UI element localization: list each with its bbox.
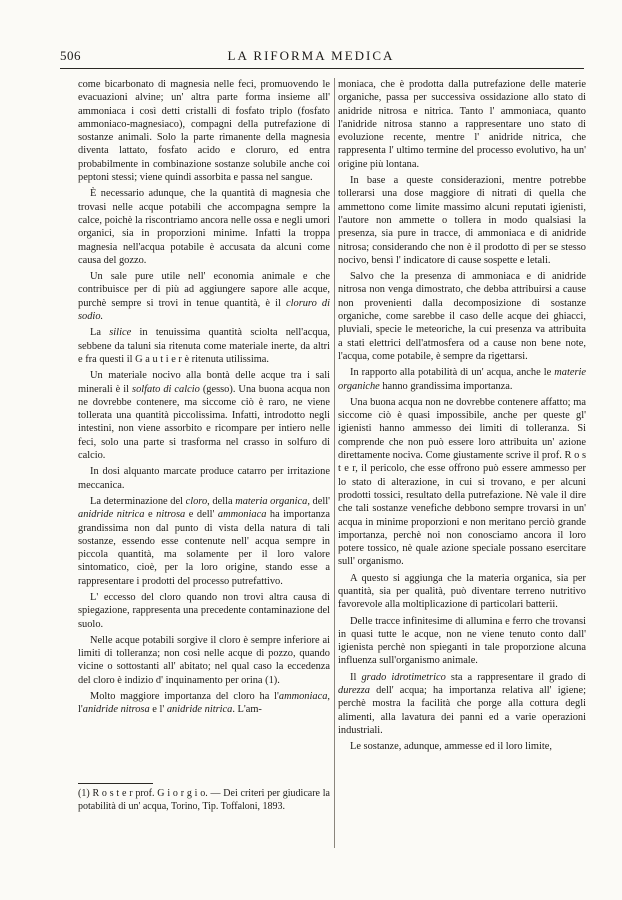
text-run: dell' acqua; ha importanza relativa all' igiene; perchè mostra la facilità che porge alla cottura degli alimenti, alla lavatura dei panni ed a varie operazioni industriali. bbox=[338, 685, 586, 736]
italic-term: cloruro di sodio. bbox=[78, 297, 330, 323]
text-run: e dell' bbox=[185, 509, 218, 521]
running-title: LA RIFORMA MEDICA bbox=[227, 48, 395, 63]
text-run: e bbox=[144, 509, 157, 521]
paragraph: Una buona acqua non ne dovrebbe contenere affatto; ma siccome ciò è quasi impossibile, anche per queste gl' igienisti hanno ammesso dei limiti di tolleranza. Si comprende che non può essere loro attribuita un' azione direttamente nociva. Come giustamente scrive il prof. R o s t e r, il pericolo, che esse offrono può essere ammesso per lo stato di alterazione, in cui si trovano, e per alcuni prodotti tossici, resultato della putrefazione. Nè vale il dire che tali sostanze venefiche debbono sempre trovarsi in un' acqua in minime proporzioni e non meritano perciò grande importanza, perchè noi non conosciamo ancora il loro potere tossico, nè quale azione speciale possano esercitare sull' organismo. bbox=[338, 396, 586, 568]
paragraph bbox=[78, 369, 330, 462]
text-run: , l' bbox=[78, 691, 330, 716]
paragraph: Le sostanze, adunque, ammesse ed il loro limite, bbox=[350, 741, 552, 753]
text-run: Il bbox=[350, 671, 362, 683]
italic-term: durezza bbox=[338, 685, 370, 697]
footnote-rule bbox=[78, 783, 153, 784]
text-run: Molto maggiore importanza del cloro ha l' bbox=[90, 691, 279, 703]
italic-term: solfato di calcio bbox=[132, 383, 200, 395]
paragraph bbox=[78, 690, 330, 717]
text-run: e l' bbox=[149, 704, 167, 716]
paragraph: In base a queste considerazioni, mentre potrebbe tollerarsi una dose maggiore di nitrati di quella che ammettono come limite massimo alcuni reputati igienisti, l'autore non ammette o tollera in modo qualsiasi la presenza, sia pure in tracce, di ammoniaca e di anidride nitrosa; considerando che non è il prodotto di per se stesso nocivo, bensì l' indicatore di cause sospette e letali. bbox=[338, 175, 586, 266]
paragraph: Delle tracce infinitesime di allumina e ferro che trovansi in quasi tutte le acque, non ne viene tenuto conto dall' igienista perchè non spieganti in tale proporzione alcuna influenza sull'organismo animale. bbox=[338, 615, 586, 667]
paragraph: Salvo che la presenza di ammoniaca e di anidride nitrosa non venga dimostrato, che debba attribuirsi a cause non provenienti dalla decomposizione di sostanze organiche, come sarebbe il caso delle acque dei ghiacci, pluviali, specie le meteoriche, la cui presenza va attribuita a stati elettrici dell'atmosfera od a cause non bene note, l'acqua, come potabile, è sempre da rigettarsi. bbox=[338, 271, 586, 362]
italic-term: materie organiche bbox=[338, 367, 586, 392]
italic-term: ammoniaca bbox=[217, 509, 267, 521]
header-rule bbox=[60, 68, 584, 69]
italic-term: materia organica bbox=[235, 495, 308, 507]
italic-term: cloro bbox=[185, 495, 208, 507]
italic-term: nitrosa bbox=[156, 509, 186, 521]
footnote: (1) R o s t e r prof. G i o r g i o. — Dei criteri per giudicare la potabilità di un' acqua, Torino, Tip. Toffaloni, 1893. bbox=[78, 788, 330, 812]
text-run: , dell' bbox=[307, 495, 330, 507]
paragraph bbox=[338, 366, 586, 393]
text-run: hanno grandissima importanza. bbox=[379, 380, 513, 392]
italic-term: anidride nitrosa bbox=[82, 704, 150, 716]
column-divider bbox=[334, 78, 335, 848]
text-run: In rapporto alla potabilità di un' acqua, anche le bbox=[350, 367, 555, 379]
text-run: in tenuissima quantità sciolta nell'acqua, sebbene da taluni sia ritenuta come materiale inerte, da altri e fra questi il G a u t i e r è ritenuta utilissima. bbox=[78, 327, 330, 365]
italic-term: grado idrotimetrico bbox=[361, 671, 446, 683]
left-column bbox=[78, 78, 330, 720]
text-run: . L'am- bbox=[232, 704, 262, 716]
text-run: sta a rappresentare il grado di bbox=[445, 671, 587, 683]
paragraph bbox=[78, 326, 330, 366]
italic-term: anidride nitrica bbox=[78, 509, 145, 521]
text-run: La bbox=[90, 327, 110, 339]
paragraph: L' eccesso del cloro quando non trovi altra causa di spiegazione, rappresenta una precedente contaminazione del suolo. bbox=[78, 591, 330, 630]
text-run: La determinazione del bbox=[90, 495, 186, 507]
paragraph: È necessario adunque, che la quantità di magnesia che trovasi nelle acque potabili che accompagna sempre la calce, poichè la riscontriamo ancora nelle ossa e negli umori organici, sia in proporzioni minime. Infatti la troppa magnesia nell'acqua potabile è accusata da alcuni come causa del gozzo. bbox=[78, 188, 330, 266]
italic-term: ammoniaca bbox=[278, 691, 328, 703]
paragraph bbox=[338, 671, 586, 737]
italic-term: silice bbox=[109, 327, 132, 339]
right-column bbox=[338, 78, 586, 757]
paragraph: moniaca, che è prodotta dalla putrefazione delle materie organiche, passa per successiva ossidazione allo stato di anidride nitrosa e nitrica. Tanto l' ammoniaca, quanto l'anidride nitrosa stanno a rappresentare uno stato di evoluzione recente, mentre l' anidride nitrica, che rappresenta l' ultimo termine del processo evolutivo, ha un' origine più lontana. bbox=[338, 79, 586, 170]
paragraph: come bicarbonato di magnesia nelle feci, promuovendo le evacuazioni alvine; un' altra parte forma insieme all' ammoniaca i così detti cristalli di fosfato triplo (fosfato ammoniaco-magnesiaco), compagni della putrefazione di sostanze animali. Solo la parte rimanente della magnesia diventa lattato, fosfato acido e cloruro, ed entra probabilmente in combinazione sostanze solubile anche coi peptoni stessi; viene quindi assorbita e passa nel sangue. bbox=[78, 79, 330, 184]
paragraph: A questo si aggiunga che la materia organica, sia per quantità, sia per qualità, può diventare terreno nutritivo favorevole alla moltiplicazione di particolari batterii. bbox=[338, 572, 586, 611]
paragraph bbox=[78, 495, 330, 588]
text-run: ha importanza grandissima non dal punto di vista della natura di tali sostanze, essendo esse contenute nell' acqua sempre in piccola quantità, ma solamente per il loro valore sintomatico, cioè, per la loro origine, stando esse a rappresentare i prodotti del processo putrefattivo. bbox=[78, 509, 331, 587]
paragraph: Nelle acque potabili sorgive il cloro è sempre inferiore ai limiti di tolleranza; non così nelle acque di pozzo, quando vicine o sottostanti all' abitato; nel qual caso la eccedenza del cloro è indizio d' inquinamento per orina (1). bbox=[78, 634, 330, 686]
text-run: (gesso). Una buona acqua non ne dovrebbe contenere, ma siccome ciò è raro, ne viene tollerata una quantità piccolissima. Infatti, introdotto negli intestini, non viene assorbito e ricompare per intiero nelle feci, solo una parte si trasforma nel crasso in solfuro di calcio. bbox=[78, 383, 330, 462]
text-run: Un materiale nocivo alla bontà delle acque tra i sali minerali è il bbox=[78, 370, 330, 395]
text-run: Un sale pure utile nell' economia animale e che contribuisce per di più ad aggiungere sapore alle acque, purchè sempre si trovi in tenue quantità, è il bbox=[78, 271, 330, 309]
text-run: , della bbox=[207, 495, 236, 507]
page-number: 506 bbox=[60, 48, 81, 63]
italic-term: anidride nitrica bbox=[166, 704, 233, 716]
paragraph bbox=[78, 270, 330, 323]
paragraph: In dosi alquanto marcate produce catarro per irritazione meccanica. bbox=[78, 466, 330, 491]
